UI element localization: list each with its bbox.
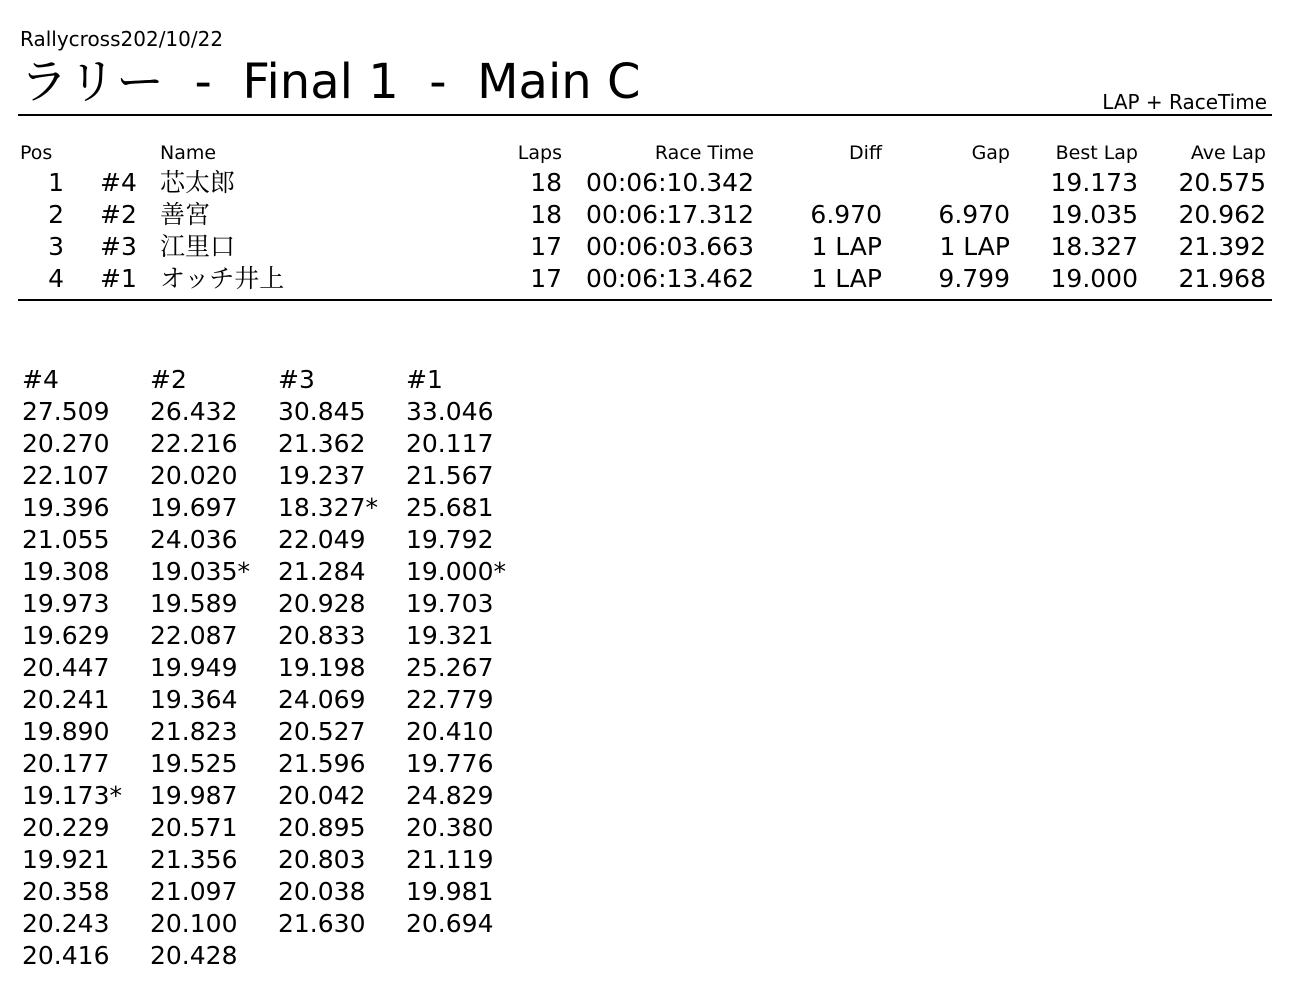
result-car-number: #4 (100, 168, 137, 197)
lap-time: 19.321 (406, 621, 494, 650)
lap-time: 20.358 (22, 877, 110, 906)
lap-time: 20.428 (150, 941, 238, 970)
lap-time: 21.596 (278, 749, 366, 778)
lap-time: 19.973 (22, 589, 110, 618)
header-diff: Diff (849, 142, 882, 164)
result-laps: 18 (530, 168, 562, 197)
lap-time: 21.097 (150, 877, 238, 906)
lap-column (406, 364, 534, 972)
lap-time: 20.042 (278, 781, 366, 810)
lap-time: 25.267 (406, 653, 494, 682)
lap-time: 20.447 (22, 653, 110, 682)
lap-time: 22.107 (22, 461, 110, 490)
result-row (0, 168, 1299, 200)
lap-time: 19.237 (278, 461, 366, 490)
header-pos: Pos (20, 142, 53, 164)
result-row (0, 200, 1299, 232)
lap-time: 19.525 (150, 749, 238, 778)
result-ave-lap: 20.575 (1178, 168, 1266, 197)
lap-time: 20.527 (278, 717, 366, 746)
lap-time: 19.396 (22, 493, 110, 522)
lap-times-section (22, 364, 534, 972)
result-ave-lap: 21.968 (1178, 264, 1266, 293)
result-laps: 17 (530, 232, 562, 261)
result-best-lap: 19.035 (1050, 200, 1138, 229)
result-race-time: 00:06:13.462 (586, 264, 754, 293)
result-race-time: 00:06:03.663 (586, 232, 754, 261)
lap-column (278, 364, 406, 972)
lap-time: 20.833 (278, 621, 366, 650)
result-best-lap: 19.173 (1050, 168, 1138, 197)
lap-time: 24.069 (278, 685, 366, 714)
lap-time: 19.987 (150, 781, 238, 810)
lap-column-header: #3 (278, 365, 315, 394)
lap-time: 24.829 (406, 781, 494, 810)
lap-time: 20.229 (22, 813, 110, 842)
lap-time: 20.243 (22, 909, 110, 938)
lap-time: 19.890 (22, 717, 110, 746)
result-driver-name: 善宮 (160, 200, 211, 229)
header-best-lap: Best Lap (1055, 142, 1138, 164)
event-subtitle: Rallycross202/10/22 (20, 27, 224, 51)
lap-time: 20.177 (22, 749, 110, 778)
lap-time: 21.284 (278, 557, 366, 586)
lap-column (22, 364, 150, 972)
result-diff: 6.970 (810, 200, 882, 229)
result-laps: 18 (530, 200, 562, 229)
lap-column-header: #2 (150, 365, 187, 394)
lap-time: 19.697 (150, 493, 238, 522)
lap-column (150, 364, 278, 972)
result-row (0, 232, 1299, 264)
result-laps: 17 (530, 264, 562, 293)
lap-time: 19.921 (22, 845, 110, 874)
lap-time: 21.362 (278, 429, 366, 458)
result-pos: 3 (48, 232, 64, 261)
lap-time: 22.049 (278, 525, 366, 554)
lap-time: 21.356 (150, 845, 238, 874)
timing-mode-label: LAP + RaceTime (1102, 90, 1267, 114)
results-table (0, 138, 1299, 296)
bottom-divider (18, 299, 1272, 301)
lap-time: 21.567 (406, 461, 494, 490)
result-driver-name: 江里口 (160, 232, 236, 261)
lap-time: 19.198 (278, 653, 366, 682)
lap-column-header: #4 (22, 365, 59, 394)
lap-column-header: #1 (406, 365, 443, 394)
page-title: ラリー - Final 1 - Main C (20, 54, 641, 110)
lap-time: 19.589 (150, 589, 238, 618)
lap-time: 20.928 (278, 589, 366, 618)
lap-time: 20.803 (278, 845, 366, 874)
lap-time: 20.416 (22, 941, 110, 970)
lap-time: 19.776 (406, 749, 494, 778)
lap-time: 25.681 (406, 493, 494, 522)
result-diff: 1 LAP (811, 232, 882, 261)
lap-time: 20.100 (150, 909, 238, 938)
result-pos: 4 (48, 264, 64, 293)
results-header-row (0, 138, 1299, 168)
lap-time: 19.035* (150, 557, 250, 586)
lap-time: 19.308 (22, 557, 110, 586)
lap-time: 21.119 (406, 845, 494, 874)
lap-time: 27.509 (22, 397, 110, 426)
result-driver-name: オッチ井上 (160, 264, 285, 293)
result-ave-lap: 21.392 (1178, 232, 1266, 261)
top-divider (18, 114, 1272, 116)
result-pos: 2 (48, 200, 64, 229)
lap-time: 20.571 (150, 813, 238, 842)
lap-time: 26.432 (150, 397, 238, 426)
lap-time: 19.981 (406, 877, 494, 906)
result-race-time: 00:06:17.312 (586, 200, 754, 229)
result-car-number: #1 (100, 264, 137, 293)
lap-time: 22.216 (150, 429, 238, 458)
result-best-lap: 19.000 (1050, 264, 1138, 293)
lap-time: 20.694 (406, 909, 494, 938)
lap-time: 24.036 (150, 525, 238, 554)
lap-time: 33.046 (406, 397, 494, 426)
result-ave-lap: 20.962 (1178, 200, 1266, 229)
lap-time: 22.779 (406, 685, 494, 714)
result-car-number: #3 (100, 232, 137, 261)
lap-time: 18.327* (278, 493, 378, 522)
lap-time: 19.173* (22, 781, 122, 810)
header-laps: Laps (517, 142, 562, 164)
lap-time: 20.380 (406, 813, 494, 842)
lap-time: 21.630 (278, 909, 366, 938)
header-ave-lap: Ave Lap (1190, 142, 1266, 164)
header-name: Name (160, 142, 217, 164)
lap-time: 19.703 (406, 589, 494, 618)
lap-time: 19.949 (150, 653, 238, 682)
lap-time: 22.087 (150, 621, 238, 650)
result-race-time: 00:06:10.342 (586, 168, 754, 197)
result-best-lap: 18.327 (1050, 232, 1138, 261)
result-gap: 9.799 (938, 264, 1010, 293)
lap-time: 30.845 (278, 397, 366, 426)
lap-time: 20.410 (406, 717, 494, 746)
header-race-time: Race Time (654, 142, 754, 164)
lap-time: 19.000* (406, 557, 506, 586)
lap-time: 19.792 (406, 525, 494, 554)
result-driver-name: 芯太郎 (160, 168, 236, 197)
lap-time: 20.117 (406, 429, 494, 458)
result-pos: 1 (48, 168, 64, 197)
result-car-number: #2 (100, 200, 137, 229)
header-gap: Gap (971, 142, 1010, 164)
lap-time: 21.823 (150, 717, 238, 746)
result-row (0, 264, 1299, 296)
lap-time: 20.270 (22, 429, 110, 458)
result-gap: 1 LAP (939, 232, 1010, 261)
lap-time: 20.895 (278, 813, 366, 842)
lap-time: 19.364 (150, 685, 238, 714)
result-diff: 1 LAP (811, 264, 882, 293)
result-gap: 6.970 (938, 200, 1010, 229)
lap-time: 20.020 (150, 461, 238, 490)
lap-time: 20.241 (22, 685, 110, 714)
lap-time: 21.055 (22, 525, 110, 554)
lap-time: 20.038 (278, 877, 366, 906)
lap-time: 19.629 (22, 621, 110, 650)
